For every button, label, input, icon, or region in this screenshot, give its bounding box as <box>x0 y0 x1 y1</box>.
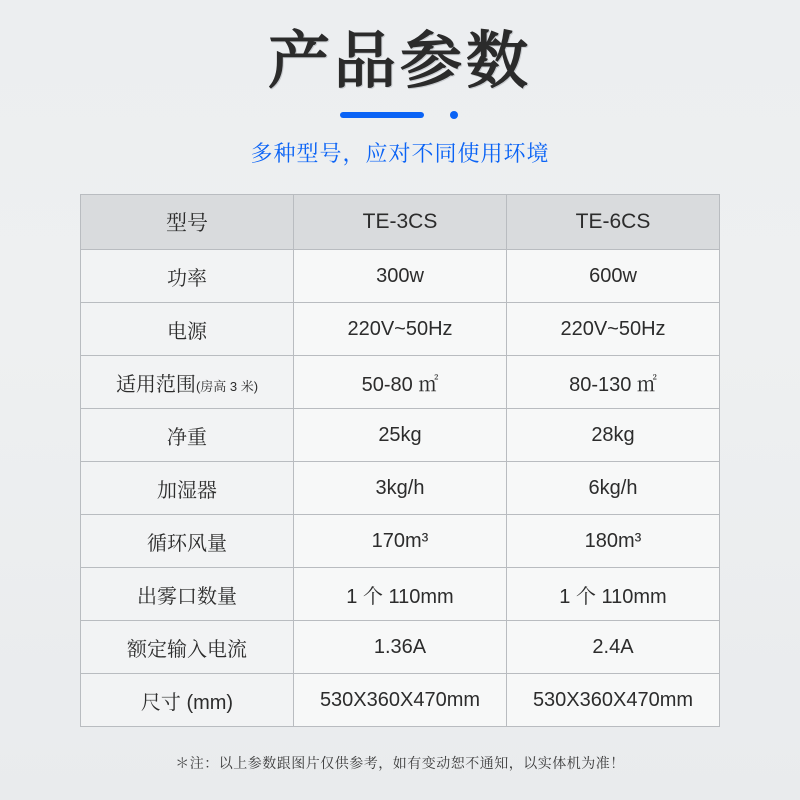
table-row <box>81 674 720 727</box>
column-header-te3cs: TE-3CS <box>294 195 507 250</box>
divider-bar <box>340 112 424 118</box>
row-value-te3cs: 220V~50Hz <box>294 303 507 356</box>
row-value-te3cs: 170m³ <box>294 515 507 568</box>
table-row <box>81 515 720 568</box>
row-label <box>81 674 294 727</box>
row-value-te3cs: 25kg <box>294 409 507 462</box>
row-label <box>81 515 294 568</box>
table-row <box>81 621 720 674</box>
row-label-text: 净重 <box>167 426 207 449</box>
row-value-te3cs: 530X360X470mm <box>294 674 507 727</box>
row-value-te6cs: 180m³ <box>507 515 720 568</box>
row-value-te6cs: 28kg <box>507 409 720 462</box>
row-label-text: 循环风量 <box>147 532 227 555</box>
row-label-note: (房高 3 米) <box>195 378 259 394</box>
divider-dot <box>450 111 458 119</box>
row-value-te6cs: 530X360X470mm <box>507 674 720 727</box>
spec-table-wrapper <box>80 194 720 727</box>
row-label <box>81 621 294 674</box>
row-label-text: 适用范围 <box>115 373 196 396</box>
row-value-te6cs: 2.4A <box>507 621 720 674</box>
row-value-te3cs: 1.36A <box>294 621 507 674</box>
row-label-text: 功率 <box>167 267 207 290</box>
row-value-te3cs: 1 个 110mm <box>294 568 507 621</box>
column-header-te6cs: TE-6CS <box>507 195 720 250</box>
row-label-text: 电源 <box>167 320 207 343</box>
table-row <box>81 462 720 515</box>
column-header-model: 型号 <box>81 195 294 250</box>
footnote: ＊注：以上参数跟图片仅供参考，如有变动恕不通知，以实体机为准！ <box>175 755 625 772</box>
row-label <box>81 409 294 462</box>
table-header-row <box>81 195 720 250</box>
row-value-te6cs: 80-130 ㎡ <box>507 356 720 409</box>
table-row <box>81 409 720 462</box>
page-title: 产品参数 <box>267 27 532 96</box>
title-divider <box>340 111 460 119</box>
row-label-text: 出雾口数量 <box>137 585 237 608</box>
row-label-text: 尺寸 (mm) <box>140 691 234 714</box>
spec-table <box>80 194 720 727</box>
page-subtitle: 多种型号，应对不同使用环境 <box>250 141 550 167</box>
row-value-te6cs: 6kg/h <box>507 462 720 515</box>
table-row <box>81 303 720 356</box>
row-value-te6cs: 600w <box>507 250 720 303</box>
row-label <box>81 356 294 409</box>
row-label <box>81 303 294 356</box>
row-label-text: 加湿器 <box>157 479 217 502</box>
row-value-te3cs: 3kg/h <box>294 462 507 515</box>
table-row <box>81 250 720 303</box>
row-value-te6cs: 1 个 110mm <box>507 568 720 621</box>
row-value-te3cs: 50-80 ㎡ <box>294 356 507 409</box>
table-row <box>81 356 720 409</box>
table-row <box>81 568 720 621</box>
row-label-text: 额定输入电流 <box>127 638 247 661</box>
page-header <box>0 0 800 168</box>
row-value-te3cs: 300w <box>294 250 507 303</box>
row-label <box>81 250 294 303</box>
row-value-te6cs: 220V~50Hz <box>507 303 720 356</box>
row-label <box>81 462 294 515</box>
row-label <box>81 568 294 621</box>
